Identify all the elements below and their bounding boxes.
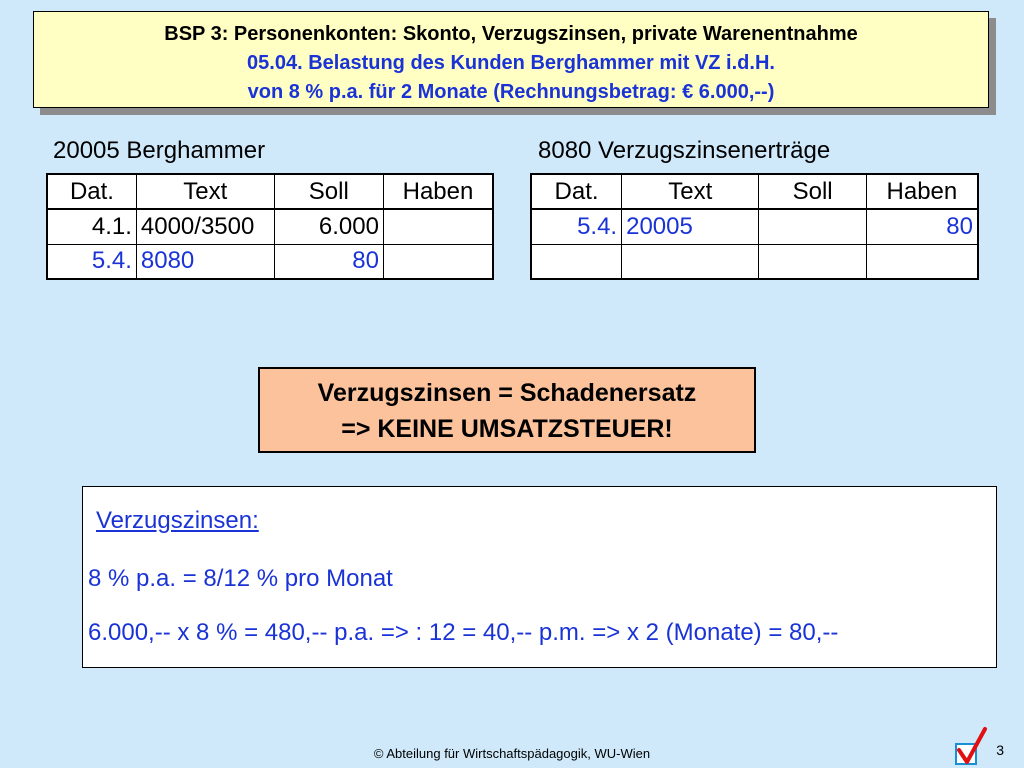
cell-soll: 80 [274,244,383,279]
note-line-1: Verzugszinsen = Schadenersatz [317,379,697,407]
account-left-title: 20005 Berghammer [53,137,266,164]
title-line-1: BSP 3: Personenkonten: Skonto, Verzugszinsen, private Warenentnahme [164,23,858,45]
note-line-2: => KEINE UMSATZSTEUER! [341,415,673,443]
cell-soll: 6.000 [274,209,383,244]
col-header-dat: Dat. [47,174,136,209]
cell-dat: 4.1. [47,209,136,244]
title-line-2: 05.04. Belastung des Kunden Berghammer mit VZ i.d.H. [247,52,775,74]
cell-dat: 5.4. [531,209,622,244]
account-right-table [530,173,979,280]
cell-haben: 80 [866,209,978,244]
cell-haben [383,209,493,244]
page-number: 3 [996,742,1004,758]
cell-dat: 5.4. [47,244,136,279]
cell-text: 8080 [136,244,274,279]
cell-text [622,244,759,279]
cell-text: 20005 [622,209,759,244]
cell-haben [866,244,978,279]
table-row [47,244,493,279]
col-header-haben: Haben [866,174,978,209]
note-box [258,367,756,453]
table-row [531,244,978,279]
title-line-3: von 8 % p.a. für 2 Monate (Rechnungsbetrag: € 6.000,--) [247,81,775,103]
table-header-row [531,174,978,209]
cell-soll [759,244,866,279]
col-header-text: Text [622,174,759,209]
cell-soll [759,209,866,244]
account-left-table [46,173,494,280]
calculation-heading: Verzugszinsen: [96,507,259,534]
title-box [33,11,989,108]
cell-haben [383,244,493,279]
calculation-line-2: 6.000,-- x 8 % = 480,-- p.a. => : 12 = 40,-- p.m. => x 2 (Monate) = 80,-- [88,619,839,646]
col-header-text: Text [136,174,274,209]
table-row [531,209,978,244]
footer-copyright: © Abteilung für Wirtschaftspädagogik, WU-Wien [373,746,651,761]
col-header-dat: Dat. [531,174,622,209]
table-row [47,209,493,244]
col-header-haben: Haben [383,174,493,209]
cell-dat [531,244,622,279]
col-header-soll: Soll [274,174,383,209]
cell-text: 4000/3500 [136,209,274,244]
calculation-line-1: 8 % p.a. = 8/12 % pro Monat [88,565,393,592]
col-header-soll: Soll [759,174,866,209]
table-header-row [47,174,493,209]
account-right-title: 8080 Verzugszinsenerträge [538,137,831,164]
calculation-box [82,486,997,668]
